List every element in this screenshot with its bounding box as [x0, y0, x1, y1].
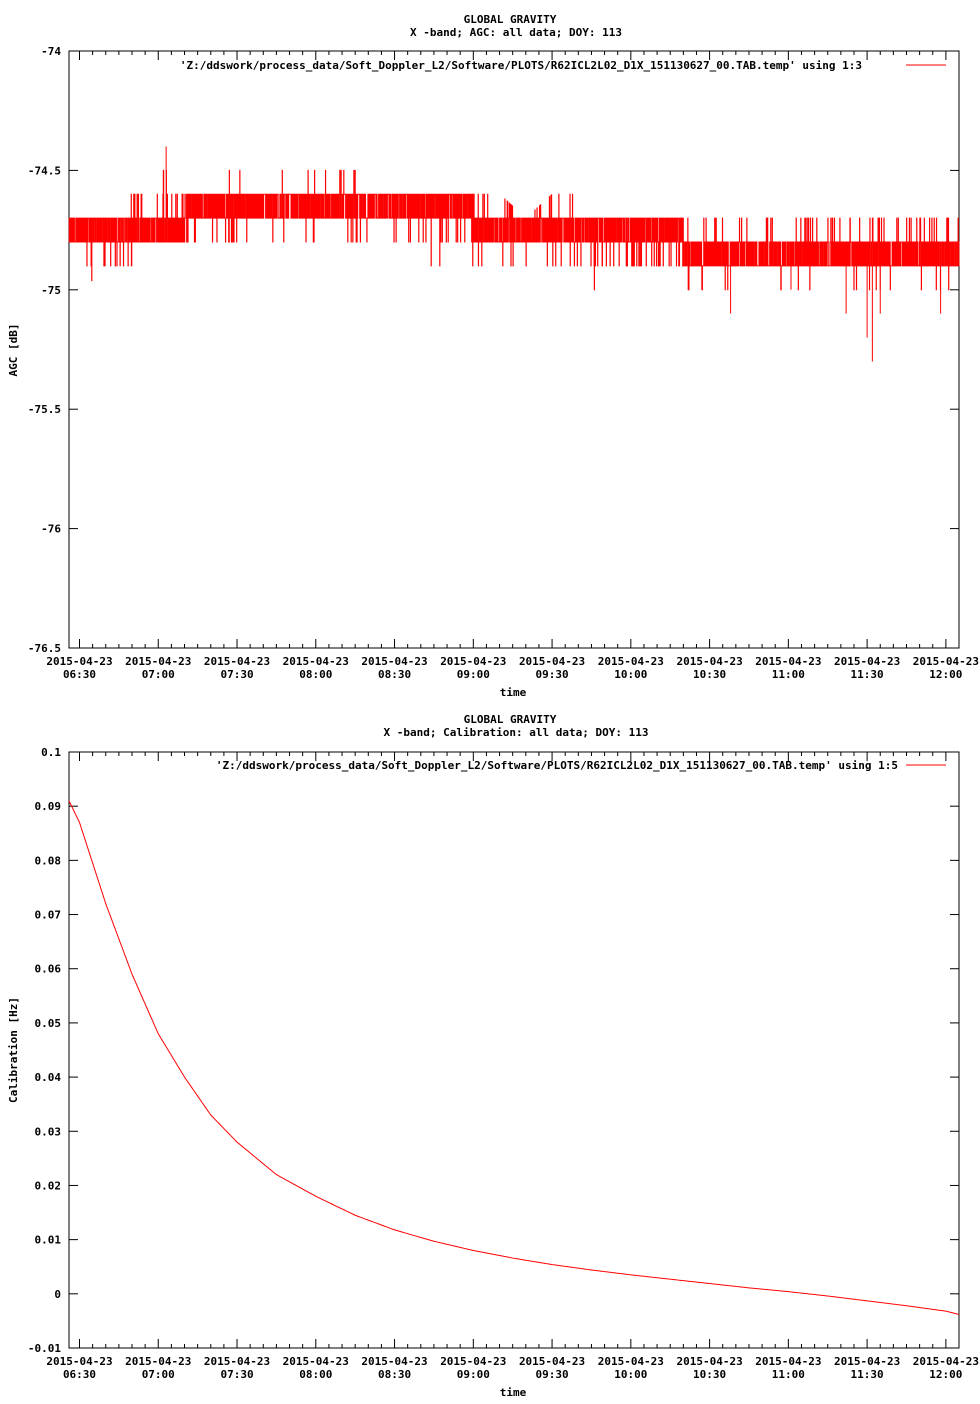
chart-agc-y-tick-label: -76.5 [27, 642, 61, 655]
chart-calibration-x-tick-label-time: 06:30 [62, 1368, 97, 1381]
chart-calibration-x-tick-label-date: 2015-04-23 [125, 1355, 192, 1368]
chart-agc-x-tick-label-date: 2015-04-23 [518, 655, 586, 668]
chart-calibration-x-tick-label-date: 2015-04-23 [597, 1355, 664, 1368]
chart-agc-x-tick-label-time: 08:00 [299, 668, 333, 681]
chart-agc-x-tick-label-time: 07:30 [220, 668, 254, 681]
chart-agc-y-tick-label: -74 [41, 45, 61, 58]
chart-agc-series-line [69, 147, 959, 362]
chart-agc-series [69, 147, 959, 362]
chart-agc-x-tick-label-time: 11:00 [771, 668, 805, 681]
chart-agc-x-tick-label-time: 07:00 [141, 668, 175, 681]
chart-agc-x-tick-label-time: 11:30 [850, 668, 884, 681]
chart-agc-x-tick-label-date: 2015-04-23 [125, 655, 192, 668]
chart-agc-x-tick-label-date: 2015-04-23 [597, 655, 664, 668]
chart-calibration-x-tick-label-date: 2015-04-23 [282, 1355, 349, 1368]
chart-agc-frame [69, 51, 959, 648]
chart-calibration-x-tick-label-date: 2015-04-23 [676, 1355, 743, 1368]
chart-calibration-y-tick-label: -0.01 [27, 1342, 61, 1355]
chart-agc-legend-label: 'Z:/ddswork/process_data/Soft_Doppler_L2/Software/PLOTS/R62ICL2L02_D1X_151130627_00.TAB.temp' using 1:3 [179, 59, 862, 72]
chart-calibration-xlabel: time [499, 1386, 527, 1399]
chart-calibration-x-tick-label-date: 2015-04-23 [203, 1355, 271, 1368]
chart-calibration-x-tick-label-time: 07:00 [141, 1368, 175, 1381]
chart-calibration-y-tick-label: 0.1 [41, 746, 61, 759]
chart-agc-ylabel: AGC [dB] [7, 323, 20, 377]
chart-agc-x-tick-label-time: 09:30 [535, 668, 569, 681]
chart-calibration-x-tick-label-time: 10:30 [693, 1368, 727, 1381]
chart-calibration-x-ticks [46, 752, 979, 1381]
chart-agc-x-tick-label-time: 12:00 [929, 668, 963, 681]
chart-calibration-y-tick-label: 0 [54, 1287, 61, 1301]
chart-agc-y-tick-label: -75 [41, 283, 61, 297]
chart-calibration-x-tick-label-date: 2015-04-23 [46, 1355, 113, 1368]
chart-calibration-y-ticks [28, 746, 959, 1355]
chart-calibration-series [69, 801, 959, 1315]
chart-calibration-title: GLOBAL GRAVITY [463, 713, 557, 726]
chart-calibration-series-line [69, 801, 959, 1315]
chart-agc [7, 13, 979, 699]
chart-agc-xlabel: time [499, 686, 527, 699]
chart-calibration-x-tick-label-time: 09:30 [535, 1368, 569, 1381]
chart-calibration-x-tick-label-date: 2015-04-23 [755, 1355, 822, 1368]
chart-calibration-x-tick-label-date: 2015-04-23 [518, 1355, 586, 1368]
chart-agc-x-tick-label-date: 2015-04-23 [46, 655, 113, 668]
chart-agc-x-tick-label-date: 2015-04-23 [676, 655, 743, 668]
chart-calibration-ylabel: Calibration [Hz] [7, 997, 20, 1103]
chart-calibration-x-tick-label-time: 10:00 [614, 1368, 648, 1381]
chart-calibration-y-tick-label: 0.05 [34, 1016, 61, 1030]
chart-calibration-y-tick-label: 0.07 [34, 908, 61, 922]
chart-calibration-y-tick-label: 0.01 [34, 1233, 61, 1247]
chart-calibration-x-tick-label-date: 2015-04-23 [912, 1355, 979, 1368]
chart-calibration-x-tick-label-date: 2015-04-23 [833, 1355, 901, 1368]
chart-agc-x-tick-label-time: 09:00 [456, 668, 490, 681]
chart-calibration [7, 713, 979, 1399]
chart-calibration-subtitle: X -band; Calibration: all data; DOY: 113 [383, 726, 649, 739]
chart-agc-subtitle: X -band; AGC: all data; DOY: 113 [410, 26, 622, 39]
chart-calibration-y-tick-label: 0.08 [34, 854, 61, 868]
chart-agc-x-tick-label-date: 2015-04-23 [833, 655, 901, 668]
chart-agc-x-tick-label-date: 2015-04-23 [282, 655, 349, 668]
chart-calibration-x-tick-label-date: 2015-04-23 [440, 1355, 507, 1368]
chart-calibration-x-tick-label-time: 11:00 [771, 1368, 805, 1381]
chart-agc-x-tick-label-time: 06:30 [62, 668, 97, 681]
chart-agc-x-tick-label-date: 2015-04-23 [755, 655, 822, 668]
chart-calibration-y-tick-label: 0.04 [34, 1071, 61, 1085]
chart-agc-y-tick-label: -76 [41, 522, 61, 536]
chart-agc-x-tick-label-date: 2015-04-23 [203, 655, 271, 668]
chart-agc-x-tick-label-time: 08:30 [377, 668, 412, 681]
chart-calibration-x-tick-label-time: 07:30 [220, 1368, 254, 1381]
chart-calibration-x-tick-label-time: 11:30 [850, 1368, 884, 1381]
chart-calibration-x-tick-label-time: 08:00 [299, 1368, 333, 1381]
chart-agc-x-tick-label-time: 10:30 [693, 668, 727, 681]
chart-agc-x-tick-label-date: 2015-04-23 [912, 655, 979, 668]
chart-agc-x-tick-label-date: 2015-04-23 [361, 655, 428, 668]
chart-agc-x-tick-label-date: 2015-04-23 [440, 655, 507, 668]
chart-agc-y-tick-label: -74.5 [27, 164, 61, 178]
chart-calibration-y-tick-label: 0.06 [34, 962, 61, 976]
chart-calibration-y-tick-label: 0.02 [34, 1179, 61, 1193]
chart-calibration-x-tick-label-date: 2015-04-23 [361, 1355, 428, 1368]
chart-calibration-x-tick-label-time: 12:00 [929, 1368, 963, 1381]
chart-calibration-x-tick-label-time: 08:30 [377, 1368, 412, 1381]
chart-agc-x-tick-label-time: 10:00 [614, 668, 648, 681]
chart-agc-x-ticks [46, 51, 979, 681]
chart-agc-y-tick-label: -75.5 [27, 403, 61, 417]
chart-calibration-y-tick-label: 0.09 [34, 800, 61, 814]
chart-calibration-x-tick-label-time: 09:00 [456, 1368, 490, 1381]
chart-calibration-legend-label: 'Z:/ddswork/process_data/Soft_Doppler_L2/Software/PLOTS/R62ICL2L02_D1X_151130627_00.TAB.temp' using 1:5 [215, 759, 898, 772]
chart-calibration-y-tick-label: 0.03 [34, 1125, 61, 1139]
chart-agc-y-ticks [28, 45, 959, 655]
chart-agc-title: GLOBAL GRAVITY [463, 13, 557, 26]
